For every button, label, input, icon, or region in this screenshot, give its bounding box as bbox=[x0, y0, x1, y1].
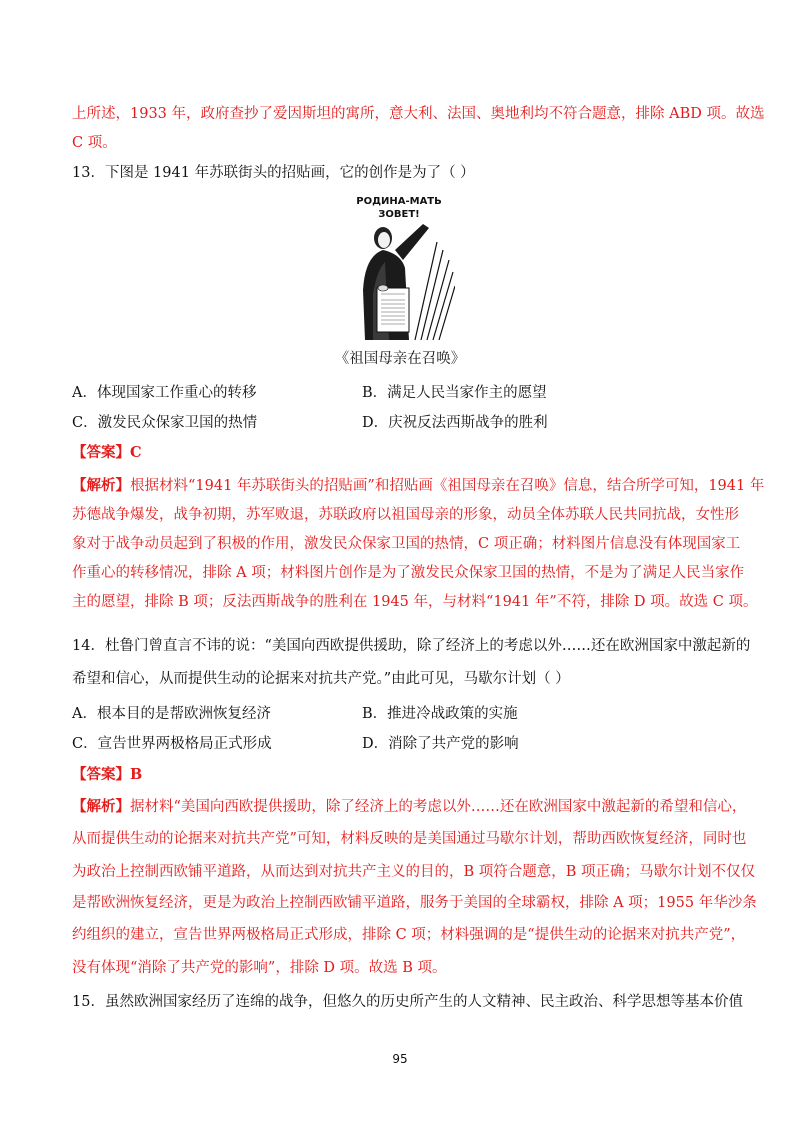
q13-option-d: D．庆祝反法西斯战争的胜利 bbox=[362, 415, 548, 431]
q13-analysis-line-3: 象对于战争动员起到了积极的作用，激发民众保家卫国的热情，C 项正确；材料图片信息没有体现国家工 bbox=[72, 536, 741, 552]
q14-options-row-2 bbox=[72, 734, 732, 754]
q13-option-a: A．体现国家工作重心的转移 bbox=[72, 385, 257, 401]
q13-analysis-line-2: 苏德战争爆发，战争初期，苏军败退，苏联政府以祖国母亲的形象，动员全体苏联人民共同抗战，女性形 bbox=[72, 507, 739, 523]
q13-options-row-2 bbox=[72, 413, 732, 433]
q14-analysis-text-1: 据材料“美国向西欧提供援助，除了经济上的考虑以外……还在欧洲国家中激起新的希望和信心， bbox=[130, 799, 747, 815]
q14-option-d: D．消除了共产党的影响 bbox=[362, 736, 519, 752]
q14-analysis-label: 【解析】 bbox=[72, 798, 130, 815]
poster-illustration bbox=[343, 190, 455, 342]
q13-stem: 13．下图是 1941 年苏联街头的招贴画，它的创作是为了（ ） bbox=[72, 165, 475, 181]
q14-answer: 【答案】B bbox=[72, 766, 143, 783]
page-number: 95 bbox=[392, 1052, 408, 1066]
poster-image bbox=[343, 190, 455, 342]
prev-analysis-line-1: 上所述，1933 年，政府查抄了爱因斯坦的寓所，意大利、法国、奥地利均不符合题意，排除 ABD 项。故选 bbox=[72, 106, 765, 122]
q13-analysis-line-4: 作重心的转移情况，排除 A 项；材料图片创作是为了激发民众保家卫国的热情，不是为了满足人民当家作 bbox=[72, 565, 745, 581]
q13-options-row-1 bbox=[72, 383, 732, 403]
q14-option-c: C．宣告世界两极格局正式形成 bbox=[72, 736, 272, 752]
q13-option-c: C．激发民众保家卫国的热情 bbox=[72, 415, 258, 431]
q14-option-a: A．根本目的是帮欧洲恢复经济 bbox=[72, 706, 271, 722]
q14-option-b: B．推进冷战政策的实施 bbox=[362, 706, 518, 722]
poster-caption: 《祖国母亲在召唤》 bbox=[334, 351, 466, 367]
prev-analysis-line-2: C 项。 bbox=[72, 135, 117, 151]
poster-title-2: ЗОВЕТ! bbox=[378, 209, 420, 220]
poster-title-1: РОДИНА-МАТЬ bbox=[356, 196, 442, 207]
q15-stem-line-1: 15．虽然欧洲国家经历了连绵的战争，但悠久的历史所产生的人文精神、民主政治、科学思想等基本价值 bbox=[72, 994, 743, 1010]
q14-analysis-line-2: 从而提供生动的论据来对抗共产党”可知，材料反映的是美国通过马歇尔计划，帮助西欧恢复经济，同时也 bbox=[72, 831, 747, 847]
q13-option-b: B．满足人民当家作主的愿望 bbox=[362, 385, 547, 401]
q14-stem-line-2: 希望和信心，从而提供生动的论据来对抗共产党。”由此可见，马歇尔计划（ ） bbox=[72, 671, 570, 687]
q14-options-row-1 bbox=[72, 704, 732, 724]
q13-answer: 【答案】C bbox=[72, 444, 142, 461]
q14-analysis-line-5: 约组织的建立，宣告世界两极格局正式形成，排除 C 项；材料强调的是“提供生动的论据来对抗共产党”， bbox=[72, 927, 746, 943]
q14-analysis-line-3: 为政治上控制西欧铺平道路，从而达到对抗共产主义的目的，B 项符合题意，B 项正确；马歇尔计划不仅仅 bbox=[72, 864, 756, 880]
q13-analysis-label: 【解析】 bbox=[72, 477, 130, 494]
q13-analysis-line-5: 主的愿望，排除 B 项；反法西斯战争的胜利在 1945 年，与材料“1941 年”不符，排除 D 项。故选 C 项。 bbox=[72, 594, 758, 610]
q14-analysis-line-1 bbox=[72, 797, 747, 817]
q13-analysis-line-1 bbox=[72, 476, 765, 496]
q14-analysis-line-6: 没有体现“消除了共产党的影响”，排除 D 项。故选 B 项。 bbox=[72, 960, 447, 976]
q14-analysis-line-4: 是帮欧洲恢复经济，更是为政治上控制西欧铺平道路，服务于美国的全球霸权，排除 A 项；1955 年华沙条 bbox=[72, 895, 757, 911]
q14-stem-line-1: 14．杜鲁门曾直言不讳的说：“美国向西欧提供援助，除了经济上的考虑以外……还在欧洲国家中激起新的 bbox=[72, 638, 751, 654]
q13-analysis-text-1: 根据材料“1941 年苏联街头的招贴画”和招贴画《祖国母亲在召唤》信息，结合所学可知，1941 年 bbox=[130, 478, 765, 494]
